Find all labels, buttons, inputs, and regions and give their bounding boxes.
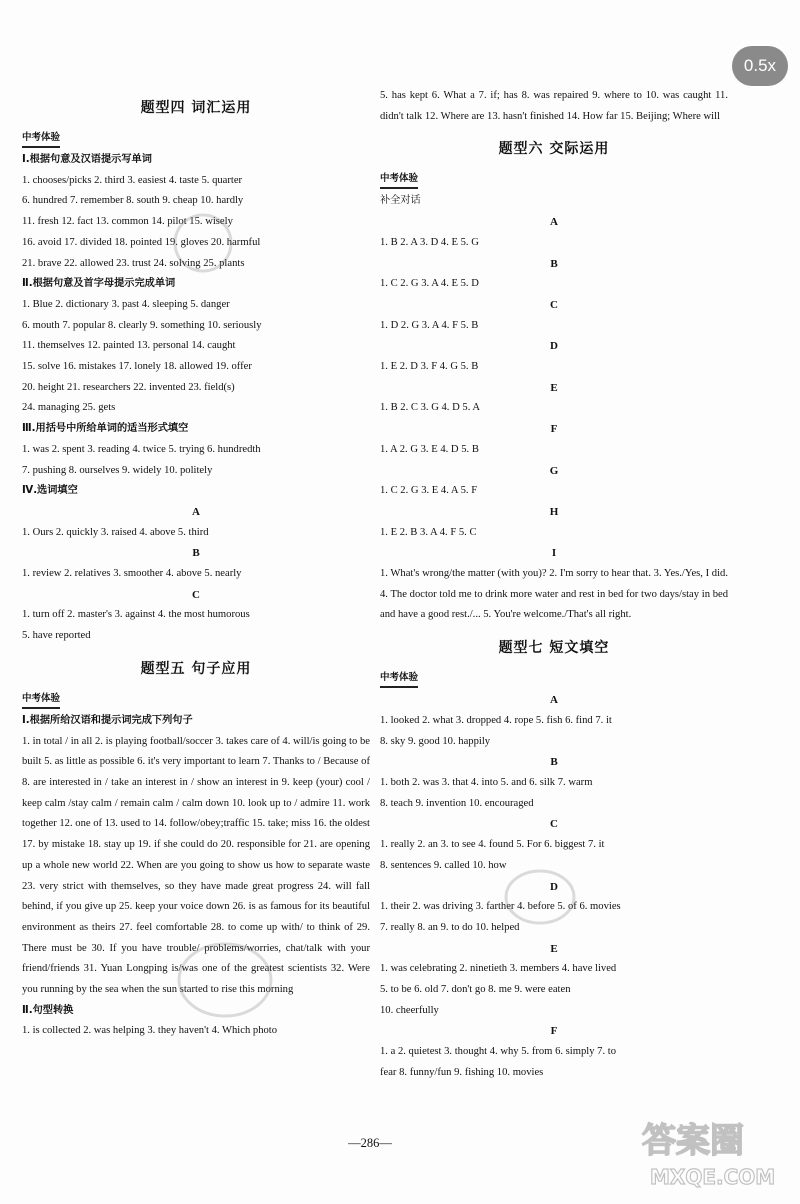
answer-line: 1. is collected 2. was helping 3. they haven't 4. Which photo — [22, 1025, 278, 1037]
right-column — [380, 86, 728, 1084]
answer-line: 1. both 2. was 3. that 4. into 5. and 6. silk 7. warm — [380, 776, 593, 788]
group-letter: C — [550, 298, 558, 311]
page-number: —286— — [348, 1136, 392, 1150]
part-heading: 补全对话 — [380, 195, 421, 207]
answer-line: 1. E 2. B 3. A 4. F 5. C — [380, 526, 477, 538]
section-title-sentences: 题型五 句子应用 — [140, 660, 252, 677]
answer-lines — [22, 295, 370, 419]
answer-line: 1. looked 2. what 3. dropped 4. rope 5. fish 6. find 7. it — [380, 714, 612, 726]
answer-line: 1. D 2. G 3. A 4. F 5. B — [380, 319, 479, 331]
answer-line: 1. C 2. G 3. A 4. E 5. D — [380, 278, 479, 290]
part-heading: Ⅱ.句型转换 — [22, 1004, 74, 1016]
answer-line: 16. avoid 17. divided 18. pointed 19. gloves 20. harmful — [22, 236, 261, 248]
answer-lines — [22, 440, 370, 481]
answer-line: 1. B 2. C 3. G 4. D 5. A — [380, 402, 481, 414]
answer-line: 8. sky 9. good 10. happily — [380, 735, 491, 747]
answer-line: 1. chooses/picks 2. third 3. easiest 4. taste 5. quarter — [22, 174, 243, 186]
answer-line: 1. Blue 2. dictionary 3. past 4. sleeping 5. danger — [22, 298, 230, 310]
part-heading: Ⅳ.选词填空 — [22, 485, 78, 497]
exam-experience-label: 中考体验 — [380, 670, 418, 688]
answer-line: 1. was 2. spent 3. reading 4. twice 5. trying 6. hundredth — [22, 443, 261, 455]
group-letter: A — [192, 505, 200, 518]
stamp-mark — [500, 862, 580, 932]
answer-line: 7. pushing 8. ourselves 9. widely 10. politely — [22, 464, 213, 476]
group-letter: I — [551, 547, 557, 560]
answer-line: 1. A 2. G 3. E 4. D 5. B — [380, 443, 479, 455]
answer-line: 1. B 2. A 3. D 4. E 5. G — [380, 236, 479, 248]
watermark-logo — [632, 1112, 792, 1192]
answer-line: 8. teach 9. invention 10. encouraged — [380, 797, 534, 809]
group-letter: C — [192, 588, 200, 601]
stamp-mark — [170, 935, 280, 1025]
section-title-communication: 题型六 交际运用 — [498, 141, 610, 158]
answer-paragraph: 1. in total / in all 2. is playing football/soccer 3. takes care of 4. will/is going to be built 5. as little as possible 6. it's very important to learn 7. Thanks to / Because of 8. are interested in / take an interest in / show an interest in 9. keep (your) cool / keep calm /stay calm / remain calm / calm down 10. look up to / admire 11. work together 12. one of 13. used to 14. follow/obey;traffic 15. take; miss 16. the oldest 17. by mistake 18. stay up 19. if she could do 20. responsible for 21. are opening up a whole new world 22. When are you going to show us how to separate waste 23. very strict with themselves, so they have made great progress 24. will fall behind, if you give up 25. keep your voice down 26. is as famous for its beautiful environment as theirs 27. feel comfortable 28. to come up with/ to think of 29. There must be 30. If you have trouble/ problems/worries, chat/talk with your friend/friends 31. Yuan Longping is/was one of the greatest scientists 32. Were you running by the sea when the sun started to rise this morning — [22, 735, 370, 996]
exam-experience-label: 中考体验 — [22, 691, 60, 709]
group-letter: A — [550, 216, 558, 229]
answer-line: 8. sentences 9. called 10. how — [380, 859, 507, 871]
answer-line: 1. E 2. D 3. F 4. G 5. B — [380, 361, 479, 373]
group-letter: H — [549, 505, 559, 518]
answer-line: 5. to be 6. old 7. don't go 8. me 9. were eaten — [380, 984, 571, 996]
answer-line: 21. brave 22. allowed 23. trust 24. solving 25. plants — [22, 257, 245, 269]
answer-line: fear 8. funny/fun 9. fishing 10. movies — [380, 1066, 544, 1078]
answer-line: 1. turn off 2. master's 3. against 4. the most humorous — [22, 609, 250, 621]
watermark-main-text: 答案圈 — [642, 1121, 744, 1161]
answer-paragraph: 1. What's wrong/the matter (with you)? 2. I'm sorry to hear that. 3. Yes./Yes, I did. 4. The doctor told me to drink more water and rest in bed for two days/stay in bed and have a good rest./... 5. You're welcome./That's all right. — [380, 568, 728, 621]
zoom-level-badge[interactable]: 0.5x — [732, 46, 788, 86]
section-title-cloze: 题型七 短文填空 — [498, 640, 610, 657]
exam-experience-label: 中考体验 — [22, 130, 60, 148]
part-heading: Ⅲ.用括号中所给单词的适当形式填空 — [22, 423, 189, 435]
exam-experience-label: 中考体验 — [380, 171, 418, 189]
section-title-vocabulary: 题型四 词汇运用 — [140, 100, 252, 116]
group-letter: E — [550, 381, 558, 394]
answer-line: 10. cheerfully — [380, 1004, 439, 1016]
group-letter: B — [550, 257, 558, 270]
group-letter: F — [550, 423, 558, 436]
answer-line: 24. managing 25. gets — [22, 402, 116, 414]
answer-line: 5. have reported — [22, 630, 91, 642]
group-letter: C — [550, 818, 558, 831]
answer-line: 1. review 2. relatives 3. smoother 4. above 5. nearly — [22, 568, 242, 580]
part-heading: Ⅰ.根据句意及汉语提示写单词 — [22, 154, 152, 165]
answer-line: 1. C 2. G 3. E 4. A 5. F — [380, 485, 478, 497]
group-letter: D — [550, 880, 558, 893]
answer-line: 15. solve 16. mistakes 17. lonely 18. allowed 19. offer — [22, 361, 252, 373]
group-letter: B — [550, 756, 558, 769]
answer-line: 20. height 21. researchers 22. invented 23. field(s) — [22, 381, 235, 393]
part-heading: Ⅰ.根据所给汉语和提示词完成下列句子 — [22, 714, 193, 726]
answer-line: 7. really 8. an 9. to do 10. helped — [380, 921, 520, 933]
group-letter: B — [192, 547, 200, 560]
group-letter: D — [550, 340, 558, 353]
answer-line: 1. really 2. an 3. to see 4. found 5. For 6. biggest 7. it — [380, 839, 605, 851]
answer-line: 1. was celebrating 2. ninetieth 3. members 4. have lived — [380, 963, 617, 975]
answer-line: 11. fresh 12. fact 13. common 14. pilot 15. wisely — [22, 216, 233, 228]
answer-line: 6. mouth 7. popular 8. clearly 9. something 10. seriously — [22, 319, 262, 331]
dialogue-answer-groups — [380, 212, 728, 543]
group-letter: E — [550, 942, 558, 955]
answer-line: 6. hundred 7. remember 8. south 9. cheap 10. hardly — [22, 195, 244, 207]
answer-line: 1. their 2. was driving 3. farther 4. before 5. of 6. movies — [380, 901, 621, 913]
part-heading: Ⅱ.根据句意及首字母提示完成单词 — [22, 278, 176, 290]
group-letter: F — [550, 1025, 558, 1038]
watermark-sub-text: MXQE.COM — [650, 1165, 776, 1189]
answer-line: 1. a 2. quietest 3. thought 4. why 5. from 6. simply 7. to — [380, 1046, 616, 1058]
answer-line: 1. Ours 2. quickly 3. raised 4. above 5. third — [22, 526, 209, 538]
answer-paragraph: 5. has kept 6. What a 7. if; has 8. was repaired 9. where to 10. was caught 11. didn't talk 12. Where are 13. hasn't finished 14. How far 15. Beijing; Where will — [380, 90, 728, 122]
answer-line: 11. themselves 12. painted 13. personal 14. caught — [22, 340, 236, 352]
group-letter: G — [549, 464, 559, 477]
group-letter: A — [550, 694, 558, 707]
stamp-mark — [168, 208, 238, 278]
